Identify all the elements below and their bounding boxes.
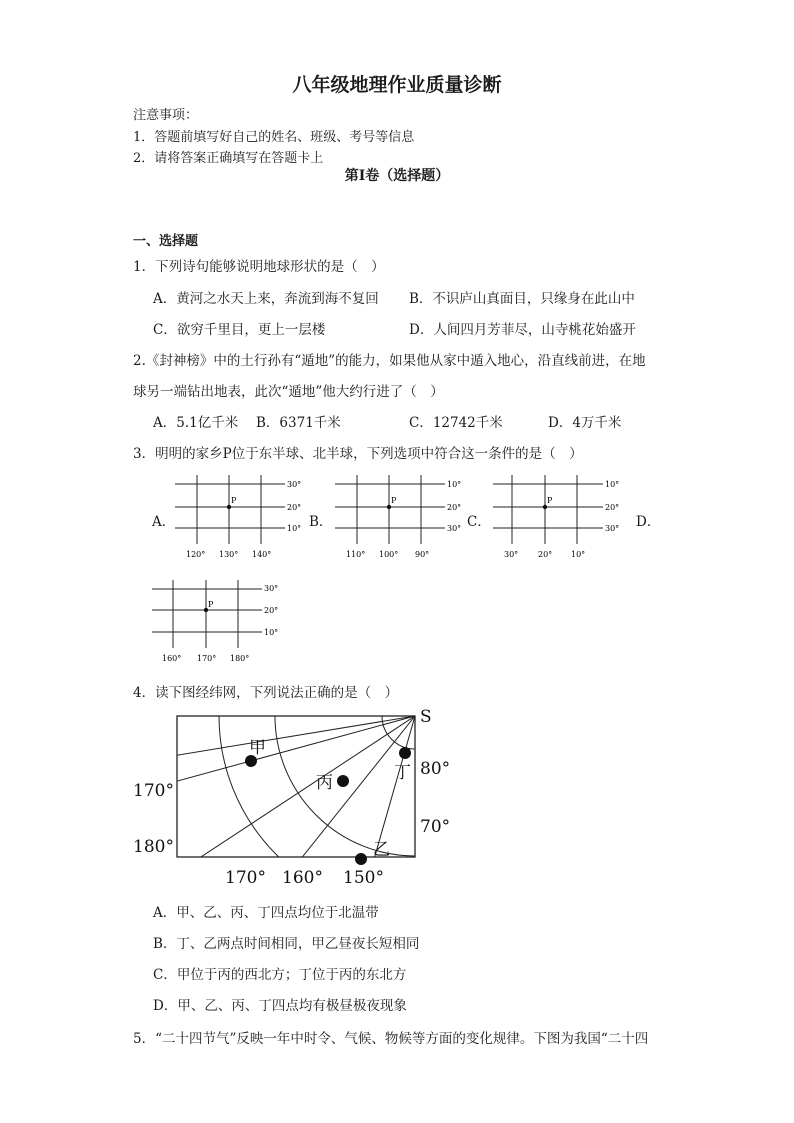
q4-option-b: B．丁、乙两点时间相同，甲乙昼夜长短相同 (153, 936, 420, 952)
q4-map-lat-80: 80° (420, 759, 451, 779)
q3-grid-d-lat-1: 30° (264, 584, 279, 593)
q2-stem-line2: 球另一端钻出地表，此次“遁地”他大约行进了（ ） (133, 384, 444, 400)
q2-option-a: A．5.1亿千米 (153, 415, 239, 431)
q3-grid-a-point: P (231, 496, 237, 505)
q4-option-a: A．甲、乙、丙、丁四点均位于北温带 (153, 905, 379, 921)
q4-map-lon-160-bottom: 160° (282, 868, 323, 888)
q4-map-lon-170-bottom: 170° (225, 868, 266, 888)
page-title: 八年级地理作业质量诊断 (292, 74, 502, 96)
q2-option-b: B．6371千米 (256, 415, 341, 431)
q3-grid-a (170, 472, 310, 564)
q3-grid-a-lon-2: 130° (219, 550, 239, 559)
q3-grid-c-lon-1: 30° (504, 550, 519, 559)
q4-option-c: C．甲位于丙的西北方；丁位于丙的东北方 (153, 967, 407, 983)
notice-heading: 注意事项： (133, 108, 199, 123)
q3-grid-a-lat-3: 10° (287, 524, 302, 533)
q1-option-a: A．黄河之水天上来，奔流到海不复回 (153, 291, 379, 307)
notice-item-1: 1．答题前填写好自己的姓名、班级、考号等信息 (133, 130, 415, 145)
q5-stem: 5．“二十四节气”反映一年中时令、气候、物候等方面的变化规律。下图为我国“二十四 (133, 1031, 649, 1047)
q4-option-d: D．甲、乙、丙、丁四点均有极昼极夜现象 (153, 998, 407, 1014)
q3-grid-c-lat-3: 30° (605, 524, 620, 533)
q3-grid-b-lat-3: 30° (447, 524, 462, 533)
section-title: 第I卷（选择题） (344, 168, 450, 184)
q3-grid-b-lat-2: 20° (447, 503, 462, 512)
q3-grid-d-lat-2: 20° (264, 606, 279, 615)
q4-map-point-bing: 丙 (316, 773, 333, 793)
q3-grid-c-lon-2: 20° (538, 550, 553, 559)
q1-stem: 1．下列诗句能够说明地球形状的是（ ） (133, 259, 385, 275)
q4-map-point-ding: 丁 (394, 763, 411, 783)
q3-grid-a-lon-3: 140° (252, 550, 272, 559)
q3-grid-c (488, 472, 628, 564)
q3-grid-d-lat-3: 10° (264, 628, 279, 637)
q2-option-c: C．12742千米 (409, 415, 503, 431)
q3-grid-a-lat-1: 30° (287, 480, 302, 489)
q3-grid-c-point: P (547, 496, 553, 505)
q4-map-lat-70: 70° (420, 817, 451, 837)
q4-map-lon-180-left: 180° (133, 837, 174, 857)
q3-grid-d-lon-2: 170° (197, 654, 217, 663)
q3-grid-a-lat-2: 20° (287, 503, 302, 512)
q1-option-d: D．人间四月芳菲尽，山寺桃花始盛开 (409, 322, 636, 338)
q3-grid-c-lat-2: 20° (605, 503, 620, 512)
q3-grid-b-lon-1: 110° (346, 550, 366, 559)
q4-map-lon-170-left: 170° (133, 781, 174, 801)
q3-grid-b-lon-3: 90° (415, 550, 430, 559)
q3-option-c-letter: C． (467, 514, 491, 530)
q3-grid-d-lon-3: 180° (230, 654, 250, 663)
q3-grid-b-lon-2: 100° (379, 550, 399, 559)
q4-map-point-yi: 乙 (373, 840, 390, 860)
q3-option-b-letter: B． (309, 514, 333, 530)
q4-map-lon-150-bottom: 150° (343, 868, 384, 888)
q3-grid-a-lon-1: 120° (186, 550, 206, 559)
notice-item-2: 2．请将答案正确填写在答题卡上 (133, 151, 324, 166)
q3-option-d-letter: D． (636, 514, 661, 530)
q3-option-a-letter: A． (152, 514, 176, 530)
q3-grid-c-lon-3: 10° (571, 550, 586, 559)
q3-grid-d-point: P (208, 600, 214, 609)
q3-grid-b-lat-1: 10° (447, 480, 462, 489)
q3-grid-c-lat-1: 10° (605, 480, 620, 489)
q3-grid-d (145, 577, 285, 669)
q3-stem: 3．明明的家乡P位于东半球、北半球，下列选项中符合这一条件的是（ ） (133, 446, 583, 462)
q4-stem: 4．读下图经纬网，下列说法正确的是（ ） (133, 685, 399, 701)
q4-map-pole-label: S (420, 707, 432, 727)
q3-grid-b-point: P (391, 496, 397, 505)
q1-option-c: C．欲穷千里目，更上一层楼 (153, 322, 326, 338)
q3-grid-b (330, 472, 470, 564)
q4-map (128, 700, 468, 895)
q2-option-d: D．4万千米 (548, 415, 622, 431)
q2-stem-line1: 2.《封神榜》中的土行孙有“遁地”的能力，如果他从家中遁入地心，沿直线前进，在地 (133, 353, 646, 369)
q4-map-point-jia: 甲 (249, 738, 266, 758)
part-title: 一、选择题 (133, 234, 199, 249)
q1-option-b: B．不识庐山真面目，只缘身在此山中 (409, 291, 635, 307)
q3-grid-d-lon-1: 160° (162, 654, 182, 663)
